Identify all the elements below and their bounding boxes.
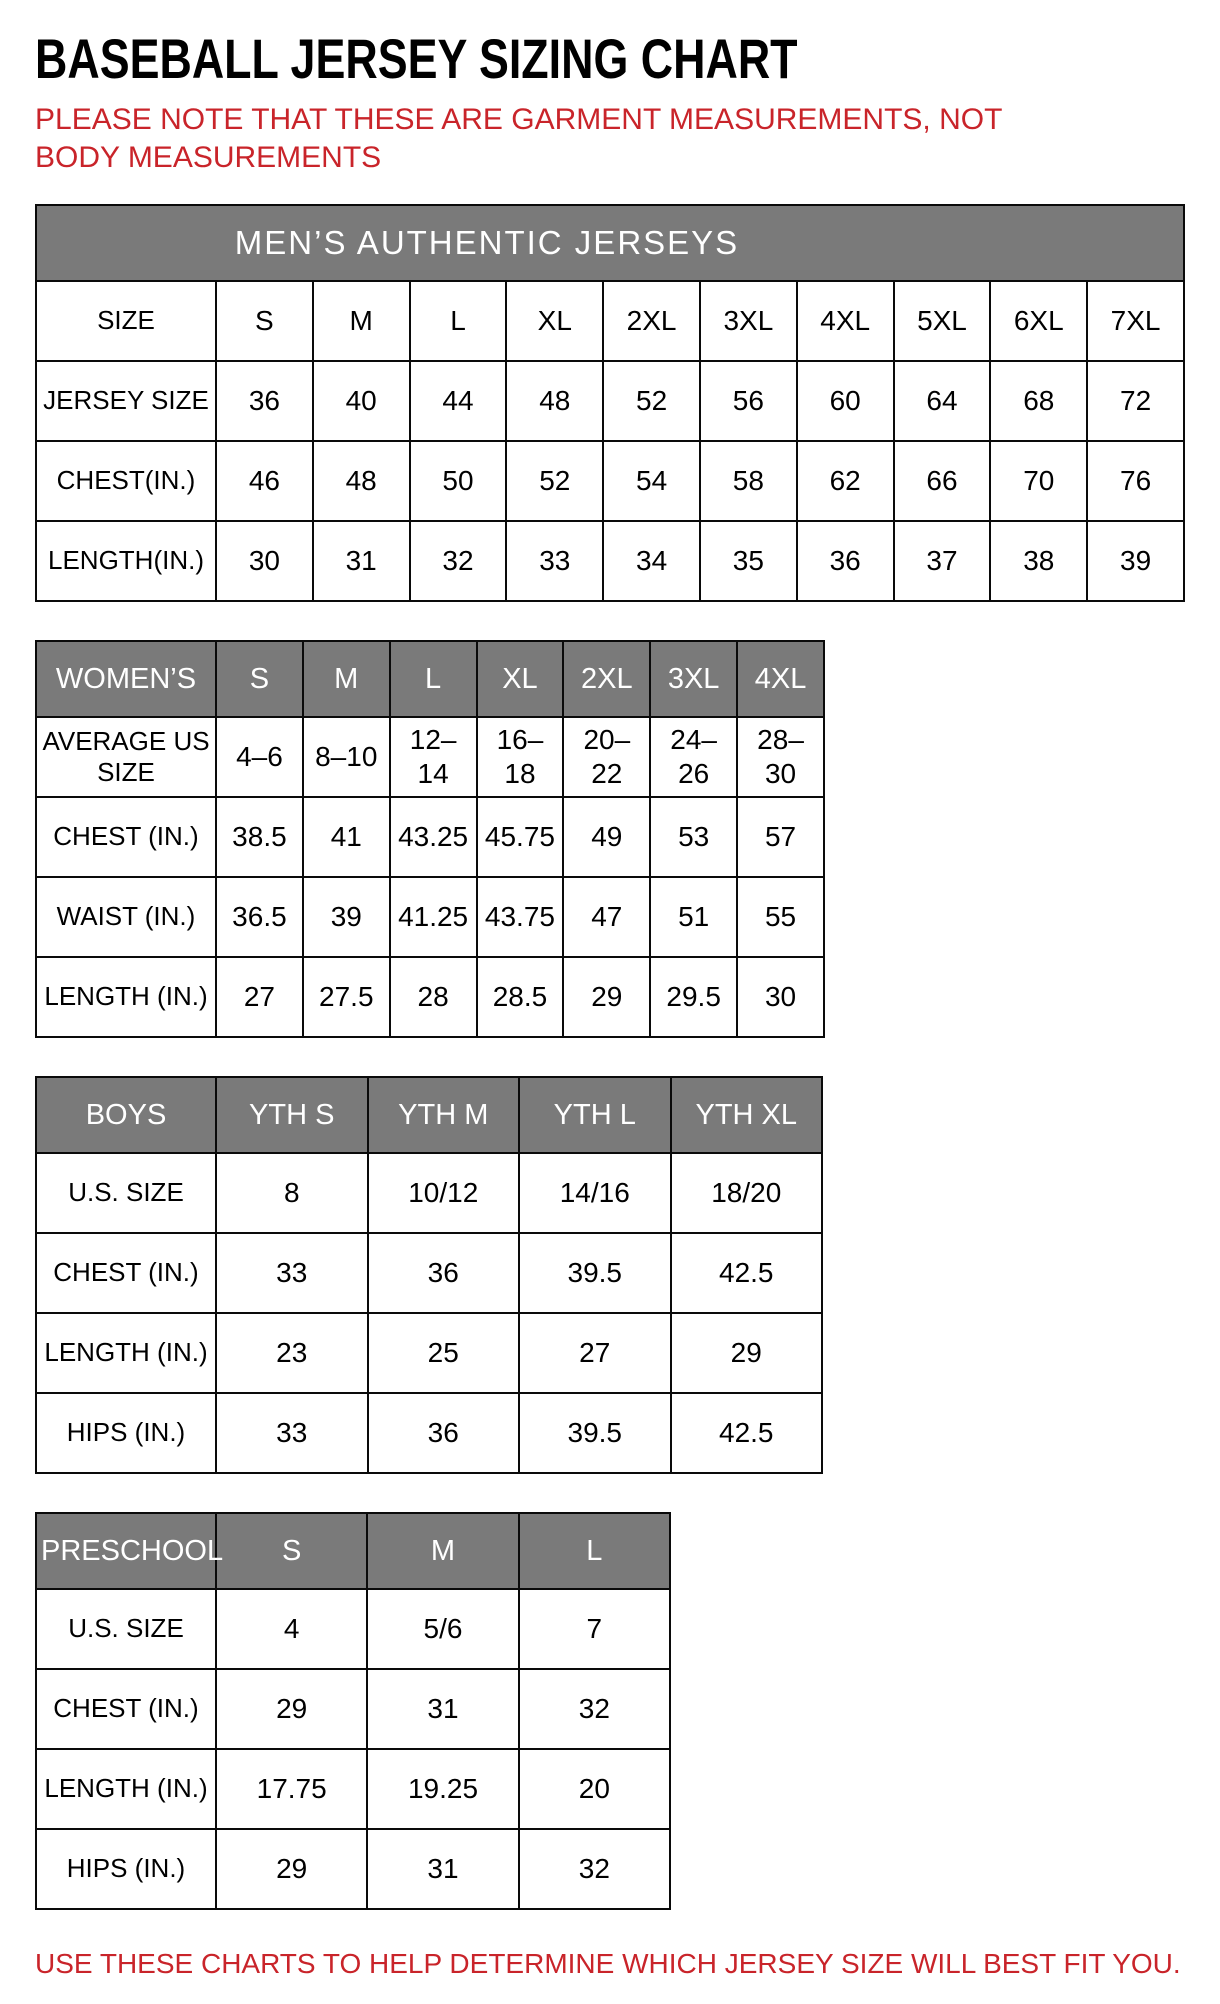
header-size-cell: S xyxy=(216,641,303,717)
row-label-cell: CHEST (IN.) xyxy=(36,797,216,877)
measurement-cell: 7 xyxy=(519,1589,670,1669)
measurement-cell: 41 xyxy=(303,797,390,877)
row-label-cell: LENGTH(IN.) xyxy=(36,521,216,601)
measurement-cell: 33 xyxy=(216,1233,368,1313)
table-row xyxy=(36,1749,670,1829)
row-label-cell: LENGTH (IN.) xyxy=(36,957,216,1037)
measurement-cell: 70 xyxy=(990,441,1087,521)
measurement-cell: 54 xyxy=(603,441,700,521)
measurement-cell: 43.25 xyxy=(390,797,477,877)
measurement-cell: 4XL xyxy=(797,281,894,361)
measurement-cell: 62 xyxy=(797,441,894,521)
measurement-cell: 30 xyxy=(737,957,824,1037)
header-label-cell: BOYS xyxy=(36,1077,216,1153)
measurement-cell: 39.5 xyxy=(519,1393,671,1473)
measurement-cell: 27 xyxy=(519,1313,671,1393)
measurement-cell: 18/20 xyxy=(671,1153,823,1233)
measurement-cell: 43.75 xyxy=(477,877,564,957)
row-label-cell: JERSEY SIZE xyxy=(36,361,216,441)
measurement-cell: 20–22 xyxy=(563,717,650,797)
table-row xyxy=(36,797,824,877)
header-size-cell: XL xyxy=(477,641,564,717)
row-label-cell: CHEST (IN.) xyxy=(36,1669,216,1749)
measurement-cell: 48 xyxy=(506,361,603,441)
measurement-cell: M xyxy=(313,281,410,361)
row-label-cell: U.S. SIZE xyxy=(36,1153,216,1233)
measurement-cell: 32 xyxy=(410,521,507,601)
measurement-cell: 47 xyxy=(563,877,650,957)
table-header-row xyxy=(36,1513,670,1589)
measurement-cell: 39.5 xyxy=(519,1233,671,1313)
table-row xyxy=(36,361,1184,441)
measurement-cell: 33 xyxy=(506,521,603,601)
measurement-cell: 39 xyxy=(1087,521,1184,601)
measurement-cell: 19.25 xyxy=(367,1749,518,1829)
row-label-cell: WAIST (IN.) xyxy=(36,877,216,957)
measurement-cell: 30 xyxy=(216,521,313,601)
measurement-cell: 66 xyxy=(894,441,991,521)
row-label-cell: SIZE xyxy=(36,281,216,361)
measurement-cell: 4–6 xyxy=(216,717,303,797)
garment-measurement-note: PLEASE NOTE THAT THESE ARE GARMENT MEASUREMENTS, NOT BODY MEASUREMENTS xyxy=(35,103,1002,174)
measurement-cell: 7XL xyxy=(1087,281,1184,361)
measurement-cell: 44 xyxy=(410,361,507,441)
row-label-cell: AVERAGE US SIZE xyxy=(36,717,216,797)
measurement-cell: 14/16 xyxy=(519,1153,671,1233)
measurement-cell: 72 xyxy=(1087,361,1184,441)
measurement-cell: 38 xyxy=(990,521,1087,601)
measurement-cell: 34 xyxy=(603,521,700,601)
table-row xyxy=(36,441,1184,521)
measurement-cell: 32 xyxy=(519,1829,670,1909)
measurement-cell: 29 xyxy=(216,1669,367,1749)
measurement-cell: 12–14 xyxy=(390,717,477,797)
tables-container xyxy=(35,204,1185,1910)
row-label-cell: LENGTH (IN.) xyxy=(36,1313,216,1393)
footer-note: USE THESE CHARTS TO HELP DETERMINE WHICH JERSEY SIZE WILL BEST FIT YOU. xyxy=(35,1948,1181,1979)
measurement-cell: 29 xyxy=(671,1313,823,1393)
measurement-cell: 8 xyxy=(216,1153,368,1233)
sizing-table-preschool xyxy=(35,1512,671,1910)
measurement-cell: 36 xyxy=(368,1233,520,1313)
measurement-cell: 64 xyxy=(894,361,991,441)
sizing-table-womens xyxy=(35,640,825,1038)
header-size-cell: M xyxy=(367,1513,518,1589)
page-title: BASEBALL JERSEY SIZING CHART xyxy=(35,27,798,90)
measurement-cell: 53 xyxy=(650,797,737,877)
measurement-cell: 56 xyxy=(700,361,797,441)
measurement-cell: 52 xyxy=(603,361,700,441)
header-size-cell: L xyxy=(390,641,477,717)
measurement-cell: XL xyxy=(506,281,603,361)
measurement-cell: 5XL xyxy=(894,281,991,361)
measurement-cell: 46 xyxy=(216,441,313,521)
table-row xyxy=(36,1669,670,1749)
measurement-cell: 40 xyxy=(313,361,410,441)
sizing-table-boys xyxy=(35,1076,823,1474)
table-row xyxy=(36,717,824,797)
header-size-cell: L xyxy=(519,1513,670,1589)
measurement-cell: 55 xyxy=(737,877,824,957)
measurement-cell: S xyxy=(216,281,313,361)
measurement-cell: 76 xyxy=(1087,441,1184,521)
table-row xyxy=(36,877,824,957)
row-label-cell: U.S. SIZE xyxy=(36,1589,216,1669)
measurement-cell: 36.5 xyxy=(216,877,303,957)
measurement-cell: 29 xyxy=(563,957,650,1037)
measurement-cell: 28.5 xyxy=(477,957,564,1037)
measurement-cell: 29.5 xyxy=(650,957,737,1037)
table-header-row xyxy=(36,641,824,717)
measurement-cell: 16–18 xyxy=(477,717,564,797)
measurement-cell: 48 xyxy=(313,441,410,521)
measurement-cell: 60 xyxy=(797,361,894,441)
measurement-cell: 20 xyxy=(519,1749,670,1829)
measurement-cell: 5/6 xyxy=(367,1589,518,1669)
table-row xyxy=(36,521,1184,601)
table-banner-title: MEN’S AUTHENTIC JERSEYS xyxy=(36,205,1184,281)
measurement-cell: 42.5 xyxy=(671,1233,823,1313)
measurement-cell: 2XL xyxy=(603,281,700,361)
measurement-cell: 33 xyxy=(216,1393,368,1473)
measurement-cell: 57 xyxy=(737,797,824,877)
header-size-cell: YTH M xyxy=(368,1077,520,1153)
measurement-cell: 24–26 xyxy=(650,717,737,797)
measurement-cell: 41.25 xyxy=(390,877,477,957)
measurement-cell: 39 xyxy=(303,877,390,957)
header-size-cell: S xyxy=(216,1513,367,1589)
measurement-cell: 36 xyxy=(368,1393,520,1473)
header-size-cell: YTH XL xyxy=(671,1077,823,1153)
measurement-cell: 50 xyxy=(410,441,507,521)
measurement-cell: 37 xyxy=(894,521,991,601)
measurement-cell: 49 xyxy=(563,797,650,877)
table-row xyxy=(36,1313,822,1393)
measurement-cell: 29 xyxy=(216,1829,367,1909)
row-label-cell: LENGTH (IN.) xyxy=(36,1749,216,1829)
measurement-cell: 51 xyxy=(650,877,737,957)
measurement-cell: 23 xyxy=(216,1313,368,1393)
table-banner-row xyxy=(36,205,1184,281)
measurement-cell: 31 xyxy=(367,1669,518,1749)
row-label-cell: CHEST(IN.) xyxy=(36,441,216,521)
measurement-cell: 35 xyxy=(700,521,797,601)
measurement-cell: 3XL xyxy=(700,281,797,361)
measurement-cell: 52 xyxy=(506,441,603,521)
measurement-cell: 25 xyxy=(368,1313,520,1393)
measurement-cell: 36 xyxy=(797,521,894,601)
table-row xyxy=(36,1153,822,1233)
table-row xyxy=(36,1393,822,1473)
table-row xyxy=(36,1589,670,1669)
table-row xyxy=(36,1829,670,1909)
measurement-cell: 45.75 xyxy=(477,797,564,877)
measurement-cell: 8–10 xyxy=(303,717,390,797)
measurement-cell: 31 xyxy=(367,1829,518,1909)
table-row xyxy=(36,281,1184,361)
measurement-cell: 28 xyxy=(390,957,477,1037)
header-label-cell: PRESCHOOL xyxy=(36,1513,216,1589)
header-size-cell: M xyxy=(303,641,390,717)
measurement-cell: 31 xyxy=(313,521,410,601)
sizing-table-mens xyxy=(35,204,1185,602)
row-label-cell: CHEST (IN.) xyxy=(36,1233,216,1313)
measurement-cell: 28–30 xyxy=(737,717,824,797)
measurement-cell: 17.75 xyxy=(216,1749,367,1829)
measurement-cell: 58 xyxy=(700,441,797,521)
row-label-cell: HIPS (IN.) xyxy=(36,1393,216,1473)
measurement-cell: 32 xyxy=(519,1669,670,1749)
header-label-cell: WOMEN’S xyxy=(36,641,216,717)
measurement-cell: 6XL xyxy=(990,281,1087,361)
row-label-cell: HIPS (IN.) xyxy=(36,1829,216,1909)
header-size-cell: YTH L xyxy=(519,1077,671,1153)
table-row xyxy=(36,1233,822,1313)
measurement-cell: 68 xyxy=(990,361,1087,441)
measurement-cell: 10/12 xyxy=(368,1153,520,1233)
table-header-row xyxy=(36,1077,822,1153)
measurement-cell: 4 xyxy=(216,1589,367,1669)
table-row xyxy=(36,957,824,1037)
header-size-cell: 2XL xyxy=(563,641,650,717)
measurement-cell: 36 xyxy=(216,361,313,441)
measurement-cell: 38.5 xyxy=(216,797,303,877)
header-size-cell: YTH S xyxy=(216,1077,368,1153)
header-size-cell: 3XL xyxy=(650,641,737,717)
measurement-cell: 42.5 xyxy=(671,1393,823,1473)
measurement-cell: 27 xyxy=(216,957,303,1037)
measurement-cell: L xyxy=(410,281,507,361)
header-size-cell: 4XL xyxy=(737,641,824,717)
measurement-cell: 27.5 xyxy=(303,957,390,1037)
